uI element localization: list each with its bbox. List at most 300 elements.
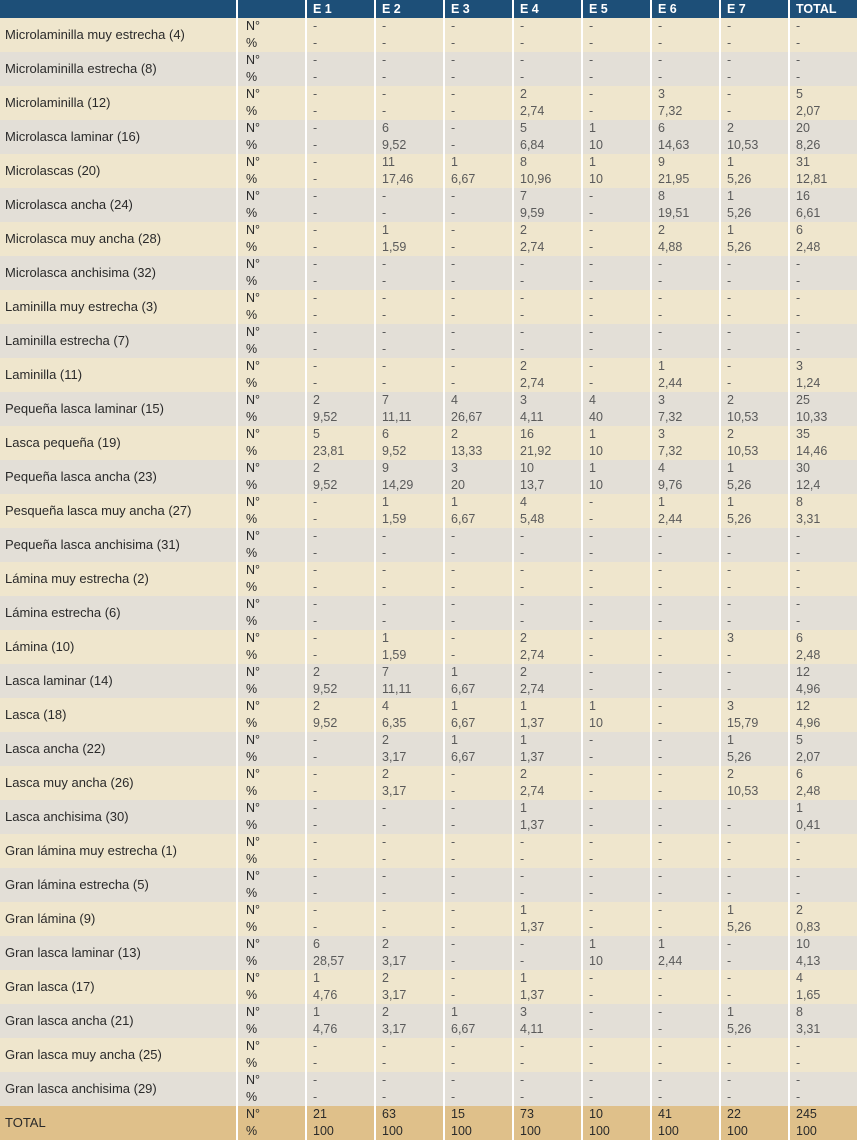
count-value: 12: [796, 699, 810, 713]
value-cell: [513, 494, 582, 528]
count-value: 1: [451, 495, 458, 509]
percent-value: 10: [589, 444, 603, 458]
percent-value: 5,26: [727, 750, 752, 764]
percent-value: -: [520, 580, 525, 594]
percent-value: 2,48: [796, 784, 821, 798]
value-cell: [444, 392, 513, 426]
percent-value: 2,74: [520, 376, 545, 390]
unit-percent: %: [246, 308, 258, 322]
percent-value: -: [727, 954, 732, 968]
value-cell: [720, 52, 789, 86]
percent-value: -: [658, 274, 663, 288]
unit-count: N°: [246, 801, 261, 815]
value-cell: [789, 868, 858, 902]
row-units: [237, 970, 306, 1004]
value-cell: [306, 256, 375, 290]
unit-count: N°: [246, 121, 261, 135]
percent-value: 100: [451, 1124, 472, 1138]
value-cell: [306, 52, 375, 86]
count-value: -: [451, 563, 456, 577]
unit-percent: %: [246, 852, 258, 866]
row-label: Laminilla muy estrecha (3): [0, 290, 237, 324]
count-value: -: [589, 257, 594, 271]
count-value: -: [796, 291, 801, 305]
count-value: -: [451, 189, 456, 203]
value-cell: [306, 970, 375, 1004]
count-value: -: [658, 631, 663, 645]
percent-value: -: [313, 818, 318, 832]
percent-value: 4,96: [796, 682, 821, 696]
count-value: -: [520, 257, 525, 271]
percent-value: 6,67: [451, 1022, 476, 1036]
value-cell: [306, 868, 375, 902]
count-value: -: [520, 529, 525, 543]
value-cell: [651, 324, 720, 358]
row-units: [237, 290, 306, 324]
count-value: 5: [313, 427, 320, 441]
count-value: -: [589, 223, 594, 237]
count-value: 1: [589, 155, 596, 169]
count-value: -: [727, 665, 732, 679]
count-value: -: [658, 563, 663, 577]
value-cell: [513, 1004, 582, 1038]
unit-percent: %: [246, 512, 258, 526]
header-col-e6: E 6: [651, 0, 720, 18]
value-cell: [651, 562, 720, 596]
table-row: [0, 290, 858, 324]
percent-value: -: [658, 716, 663, 730]
value-cell: [444, 970, 513, 1004]
count-value: -: [382, 563, 387, 577]
percent-value: -: [658, 648, 663, 662]
value-cell: [375, 188, 444, 222]
percent-value: 9,52: [382, 444, 407, 458]
percent-value: 6,67: [451, 682, 476, 696]
unit-count: N°: [246, 53, 261, 67]
value-cell: [444, 1038, 513, 1072]
percent-value: -: [313, 784, 318, 798]
percent-value: -: [520, 274, 525, 288]
count-value: 63: [382, 1107, 396, 1121]
table-row: [0, 834, 858, 868]
percent-value: 5,26: [727, 512, 752, 526]
value-cell: [306, 460, 375, 494]
percent-value: -: [589, 580, 594, 594]
table-row: [0, 970, 858, 1004]
percent-value: 2,07: [796, 104, 821, 118]
value-cell: [513, 86, 582, 120]
count-value: -: [520, 53, 525, 67]
row-units: [237, 256, 306, 290]
percent-value: 12,81: [796, 172, 828, 186]
value-cell: [375, 834, 444, 868]
percent-value: -: [589, 240, 594, 254]
percent-value: 4,88: [658, 240, 683, 254]
value-cell: [306, 1106, 375, 1140]
count-value: -: [727, 869, 732, 883]
percent-value: -: [796, 1056, 801, 1070]
percent-value: -: [451, 206, 456, 220]
row-units: [237, 18, 306, 52]
percent-value: 2,48: [796, 240, 821, 254]
percent-value: 10: [589, 478, 603, 492]
value-cell: [651, 732, 720, 766]
count-value: -: [589, 189, 594, 203]
percent-value: -: [313, 240, 318, 254]
percent-value: 6,35: [382, 716, 407, 730]
value-cell: [306, 596, 375, 630]
value-cell: [306, 494, 375, 528]
percent-value: 20: [451, 478, 465, 492]
value-cell: [720, 358, 789, 392]
count-value: 1: [589, 937, 596, 951]
count-value: -: [520, 1039, 525, 1053]
value-cell: [789, 528, 858, 562]
value-cell: [720, 188, 789, 222]
value-cell: [651, 902, 720, 936]
percent-value: -: [658, 342, 663, 356]
value-cell: [651, 664, 720, 698]
value-cell: [306, 392, 375, 426]
value-cell: [306, 902, 375, 936]
count-value: 7: [520, 189, 527, 203]
percent-value: -: [589, 682, 594, 696]
value-cell: [651, 154, 720, 188]
unit-percent: %: [246, 104, 258, 118]
value-cell: [513, 358, 582, 392]
table-row: [0, 562, 858, 596]
value-cell: [789, 324, 858, 358]
value-cell: [444, 120, 513, 154]
count-value: 3: [727, 631, 734, 645]
count-value: 8: [796, 495, 803, 509]
row-units: [237, 868, 306, 902]
unit-count: N°: [246, 427, 261, 441]
row-label: Microlaminilla (12): [0, 86, 237, 120]
count-value: -: [313, 223, 318, 237]
count-value: 3: [520, 1005, 527, 1019]
percent-value: -: [313, 886, 318, 900]
count-value: -: [658, 903, 663, 917]
row-label: Lámina muy estrecha (2): [0, 562, 237, 596]
count-value: -: [313, 563, 318, 577]
percent-value: -: [589, 342, 594, 356]
value-cell: [375, 902, 444, 936]
percent-value: -: [451, 1090, 456, 1104]
unit-count: N°: [246, 87, 261, 101]
row-units: [237, 936, 306, 970]
percent-value: -: [451, 342, 456, 356]
table-row: [0, 868, 858, 902]
value-cell: [582, 86, 651, 120]
count-value: -: [727, 937, 732, 951]
count-value: 2: [727, 427, 734, 441]
count-value: 41: [658, 1107, 672, 1121]
count-value: -: [382, 87, 387, 101]
percent-value: -: [727, 376, 732, 390]
count-value: 4: [589, 393, 596, 407]
row-units: [237, 630, 306, 664]
count-value: -: [451, 87, 456, 101]
count-value: -: [382, 359, 387, 373]
value-cell: [375, 630, 444, 664]
row-label: Gran lasca anchisima (29): [0, 1072, 237, 1106]
count-value: 1: [727, 495, 734, 509]
value-cell: [513, 664, 582, 698]
percent-value: -: [520, 308, 525, 322]
value-cell: [651, 460, 720, 494]
count-value: -: [589, 563, 594, 577]
percent-value: 28,57: [313, 954, 345, 968]
percent-value: -: [589, 206, 594, 220]
count-value: 1: [451, 699, 458, 713]
count-value: -: [727, 835, 732, 849]
count-value: -: [451, 291, 456, 305]
unit-count: N°: [246, 495, 261, 509]
value-cell: [375, 698, 444, 732]
row-label: Lámina (10): [0, 630, 237, 664]
percent-value: 3,17: [382, 1022, 407, 1036]
percent-value: 4,13: [796, 954, 821, 968]
value-cell: [444, 1004, 513, 1038]
row-label: Microlaminilla muy estrecha (4): [0, 18, 237, 52]
count-value: 1: [382, 495, 389, 509]
count-value: -: [520, 597, 525, 611]
value-cell: [651, 766, 720, 800]
count-value: -: [796, 257, 801, 271]
count-value: -: [727, 597, 732, 611]
count-value: -: [727, 257, 732, 271]
value-cell: [375, 358, 444, 392]
count-value: 1: [451, 1005, 458, 1019]
count-value: -: [451, 801, 456, 815]
unit-percent: %: [246, 376, 258, 390]
value-cell: [444, 698, 513, 732]
percent-value: -: [382, 852, 387, 866]
count-value: -: [520, 19, 525, 33]
count-value: -: [589, 767, 594, 781]
count-value: -: [451, 869, 456, 883]
count-value: 4: [796, 971, 803, 985]
table-row: [0, 800, 858, 834]
value-cell: [306, 528, 375, 562]
count-value: -: [313, 189, 318, 203]
percent-value: -: [382, 580, 387, 594]
row-label: Laminilla (11): [0, 358, 237, 392]
percent-value: -: [727, 274, 732, 288]
value-cell: [651, 1106, 720, 1140]
count-value: 2: [520, 767, 527, 781]
percent-value: -: [382, 376, 387, 390]
value-cell: [651, 800, 720, 834]
percent-value: 19,51: [658, 206, 690, 220]
percent-value: -: [589, 70, 594, 84]
row-label: Gran lasca (17): [0, 970, 237, 1004]
value-cell: [375, 120, 444, 154]
value-cell: [651, 528, 720, 562]
count-value: -: [451, 53, 456, 67]
percent-value: 5,26: [727, 172, 752, 186]
count-value: -: [658, 665, 663, 679]
count-value: -: [727, 53, 732, 67]
percent-value: 11,11: [382, 682, 412, 696]
count-value: 5: [796, 733, 803, 747]
value-cell: [582, 1038, 651, 1072]
value-cell: [789, 732, 858, 766]
unit-count: N°: [246, 1107, 261, 1121]
unit-count: N°: [246, 393, 261, 407]
count-value: 1: [727, 189, 734, 203]
value-cell: [789, 800, 858, 834]
percent-value: 9,52: [313, 716, 338, 730]
count-value: 7: [382, 665, 389, 679]
percent-value: 9,52: [313, 410, 338, 424]
count-value: -: [313, 19, 318, 33]
value-cell: [444, 630, 513, 664]
count-value: -: [313, 529, 318, 543]
value-cell: [582, 528, 651, 562]
count-value: 1: [727, 223, 734, 237]
percent-value: -: [658, 1056, 663, 1070]
value-cell: [720, 664, 789, 698]
row-label: Lasca muy ancha (26): [0, 766, 237, 800]
count-value: -: [451, 359, 456, 373]
count-value: -: [727, 971, 732, 985]
percent-value: 10: [589, 172, 603, 186]
value-cell: [720, 1072, 789, 1106]
percent-value: -: [796, 342, 801, 356]
value-cell: [513, 460, 582, 494]
row-units: [237, 392, 306, 426]
percent-value: 10,33: [796, 410, 828, 424]
percent-value: -: [451, 818, 456, 832]
value-cell: [444, 596, 513, 630]
row-units: [237, 188, 306, 222]
count-value: -: [451, 223, 456, 237]
value-cell: [582, 1004, 651, 1038]
count-value: -: [382, 529, 387, 543]
count-value: -: [589, 19, 594, 33]
value-cell: [789, 936, 858, 970]
count-value: 5: [520, 121, 527, 135]
value-cell: [444, 766, 513, 800]
value-cell: [789, 290, 858, 324]
value-cell: [513, 630, 582, 664]
percent-value: 9,52: [313, 478, 338, 492]
value-cell: [375, 664, 444, 698]
value-cell: [444, 154, 513, 188]
percent-value: -: [658, 784, 663, 798]
table-row: [0, 528, 858, 562]
value-cell: [306, 698, 375, 732]
count-value: -: [658, 699, 663, 713]
percent-value: -: [658, 682, 663, 696]
table-row: [0, 732, 858, 766]
value-cell: [789, 52, 858, 86]
count-value: -: [727, 87, 732, 101]
percent-value: -: [451, 784, 456, 798]
row-label: Lámina estrecha (6): [0, 596, 237, 630]
count-value: -: [313, 325, 318, 339]
percent-value: 6,61: [796, 206, 821, 220]
value-cell: [582, 426, 651, 460]
count-value: -: [727, 359, 732, 373]
table-row: [0, 324, 858, 358]
count-value: -: [451, 631, 456, 645]
percent-value: 3,17: [382, 954, 407, 968]
count-value: -: [520, 291, 525, 305]
unit-count: N°: [246, 903, 261, 917]
value-cell: [651, 868, 720, 902]
count-value: 1: [589, 699, 596, 713]
percent-value: 13,7: [520, 478, 545, 492]
percent-value: -: [589, 36, 594, 50]
percent-value: -: [589, 886, 594, 900]
count-value: -: [589, 631, 594, 645]
header-blank-label: [0, 0, 237, 18]
count-value: 6: [658, 121, 665, 135]
count-value: 1: [451, 155, 458, 169]
count-value: 1: [727, 1005, 734, 1019]
value-cell: [444, 358, 513, 392]
table-row: [0, 698, 858, 732]
count-value: -: [589, 869, 594, 883]
count-value: -: [796, 597, 801, 611]
value-cell: [306, 1038, 375, 1072]
percent-value: 7,32: [658, 444, 683, 458]
value-cell: [582, 18, 651, 52]
percent-value: 10,53: [727, 444, 759, 458]
count-value: -: [658, 1005, 663, 1019]
value-cell: [444, 834, 513, 868]
count-value: -: [727, 1073, 732, 1087]
percent-value: -: [796, 70, 801, 84]
table-header: [0, 0, 858, 18]
table-row: [0, 222, 858, 256]
value-cell: [789, 358, 858, 392]
value-cell: [582, 120, 651, 154]
count-value: 4: [658, 461, 665, 475]
count-value: -: [658, 257, 663, 271]
percent-value: 11,11: [382, 410, 412, 424]
percent-value: -: [313, 750, 318, 764]
percent-value: -: [727, 682, 732, 696]
count-value: -: [658, 733, 663, 747]
unit-count: N°: [246, 767, 261, 781]
count-value: -: [313, 291, 318, 305]
unit-count: N°: [246, 189, 261, 203]
value-cell: [444, 528, 513, 562]
count-value: -: [382, 53, 387, 67]
percent-value: -: [727, 1090, 732, 1104]
unit-count: N°: [246, 257, 261, 271]
count-value: -: [658, 1073, 663, 1087]
percent-value: 4,11: [520, 410, 544, 424]
count-value: 12: [796, 665, 810, 679]
unit-percent: %: [246, 716, 258, 730]
count-value: -: [451, 971, 456, 985]
value-cell: [444, 562, 513, 596]
percent-value: -: [658, 988, 663, 1002]
row-label: TOTAL: [0, 1106, 237, 1140]
value-cell: [651, 1004, 720, 1038]
row-units: [237, 120, 306, 154]
count-value: -: [658, 971, 663, 985]
count-value: -: [313, 903, 318, 917]
value-cell: [651, 1038, 720, 1072]
percent-value: 3,17: [382, 784, 407, 798]
unit-percent: %: [246, 70, 258, 84]
